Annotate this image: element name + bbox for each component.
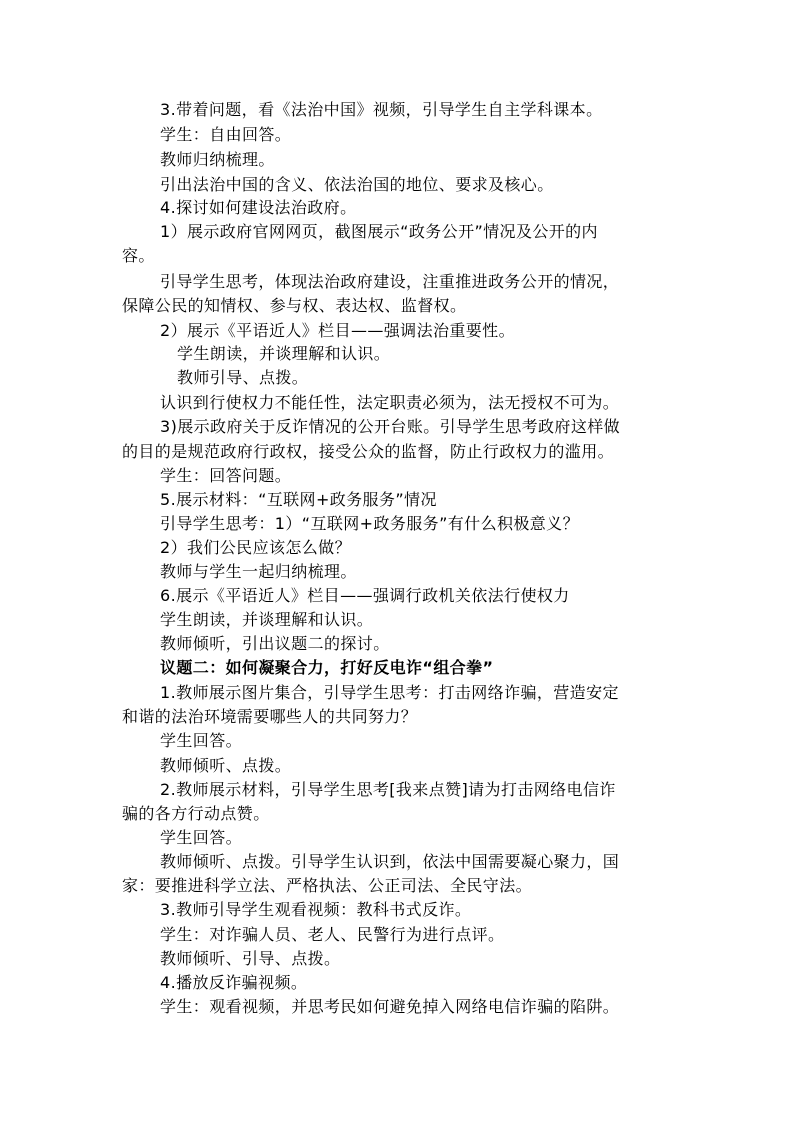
text-line: 和谐的法治环境需要哪些人的共同努力？	[122, 707, 418, 726]
text-line: 5.展示材料：“互联网+政务服务”情况	[160, 490, 437, 509]
text-line: 教师倾听，引出议题二的探讨。	[160, 634, 390, 653]
text-line: 学生：回答问题。	[160, 466, 292, 485]
text-line: 学生：观看视频，并思考民如何避免掉入网络电信诈骗的陷阱。	[160, 997, 620, 1016]
text-line: 骗的各方行动点赞。	[122, 804, 270, 823]
text-line: 认识到行使权力不能任性，法定职责必须为，法无授权不可为。	[160, 393, 620, 412]
section-heading: 议题二：如何凝聚合力，打好反电诈“组合拳”	[160, 658, 494, 677]
text-line: 保障公民的知情权、参与权、表达权、监督权。	[122, 296, 467, 315]
text-line: 学生回答。	[160, 731, 243, 750]
text-line: 3.教师引导学生观看视频：教科书式反诈。	[160, 900, 472, 919]
text-line: 容。	[122, 246, 155, 265]
text-line: 学生朗读，并谈理解和认识。	[177, 344, 391, 363]
text-line: 引导学生思考，体现法治政府建设，注重推进政务公开的情况，	[160, 272, 620, 291]
text-line: 3)展示政府关于反诈情况的公开台账。引导学生思考政府这样做	[160, 417, 621, 436]
text-line: 教师倾听、点拨。引导学生认识到，依法中国需要凝心聚力，国	[160, 852, 620, 871]
text-line: 教师引导、点拨。	[177, 368, 309, 387]
text-line: 教师倾听、引导、点拨。	[160, 949, 341, 968]
text-line: 学生朗读，并谈理解和认识。	[160, 610, 374, 629]
text-line: 引导学生思考：1）“互联网+政务服务”有什么积极意义？	[160, 514, 579, 533]
text-line: 2.教师展示材料，引导学生思考[我来点赞]请为打击网络电信诈	[160, 780, 616, 799]
text-line: 学生：对诈骗人员、老人、民警行为进行点评。	[160, 925, 505, 944]
text-line: 引出法治中国的含义、依法治国的地位、要求及核心。	[160, 175, 554, 194]
text-line: 1）展示政府官网网页，截图展示“政务公开”情况及公开的内	[160, 222, 598, 241]
text-line: 学生：自由回答。	[160, 125, 292, 144]
text-line: 的目的是规范政府行政权，接受公众的监督，防止行政权力的滥用。	[122, 442, 615, 461]
text-line: 3.带着问题，看《法治中国》视频，引导学生自主学科课本。	[160, 100, 603, 119]
text-line: 1.教师展示图片集合，引导学生思考：打击网络诈骗，营造安定	[160, 683, 619, 702]
text-line: 教师归纳梳理。	[160, 150, 275, 169]
text-line: 2）我们公民应该怎么做？	[160, 538, 351, 557]
text-line: 家：要推进科学立法、严格执法、公正司法、全民守法。	[122, 876, 533, 895]
text-line: 教师与学生一起归纳梳理。	[160, 562, 357, 581]
text-line: 4.探讨如何建设法治政府。	[160, 198, 357, 217]
text-line: 教师倾听、点拨。	[160, 756, 292, 775]
text-line: 6.展示《平语近人》栏目——强调行政机关依法行使权力	[160, 586, 570, 605]
text-line: 2）展示《平语近人》栏目——强调法治重要性。	[160, 321, 515, 340]
text-line: 4.播放反诈骗视频。	[160, 973, 308, 992]
text-line: 学生回答。	[160, 828, 243, 847]
